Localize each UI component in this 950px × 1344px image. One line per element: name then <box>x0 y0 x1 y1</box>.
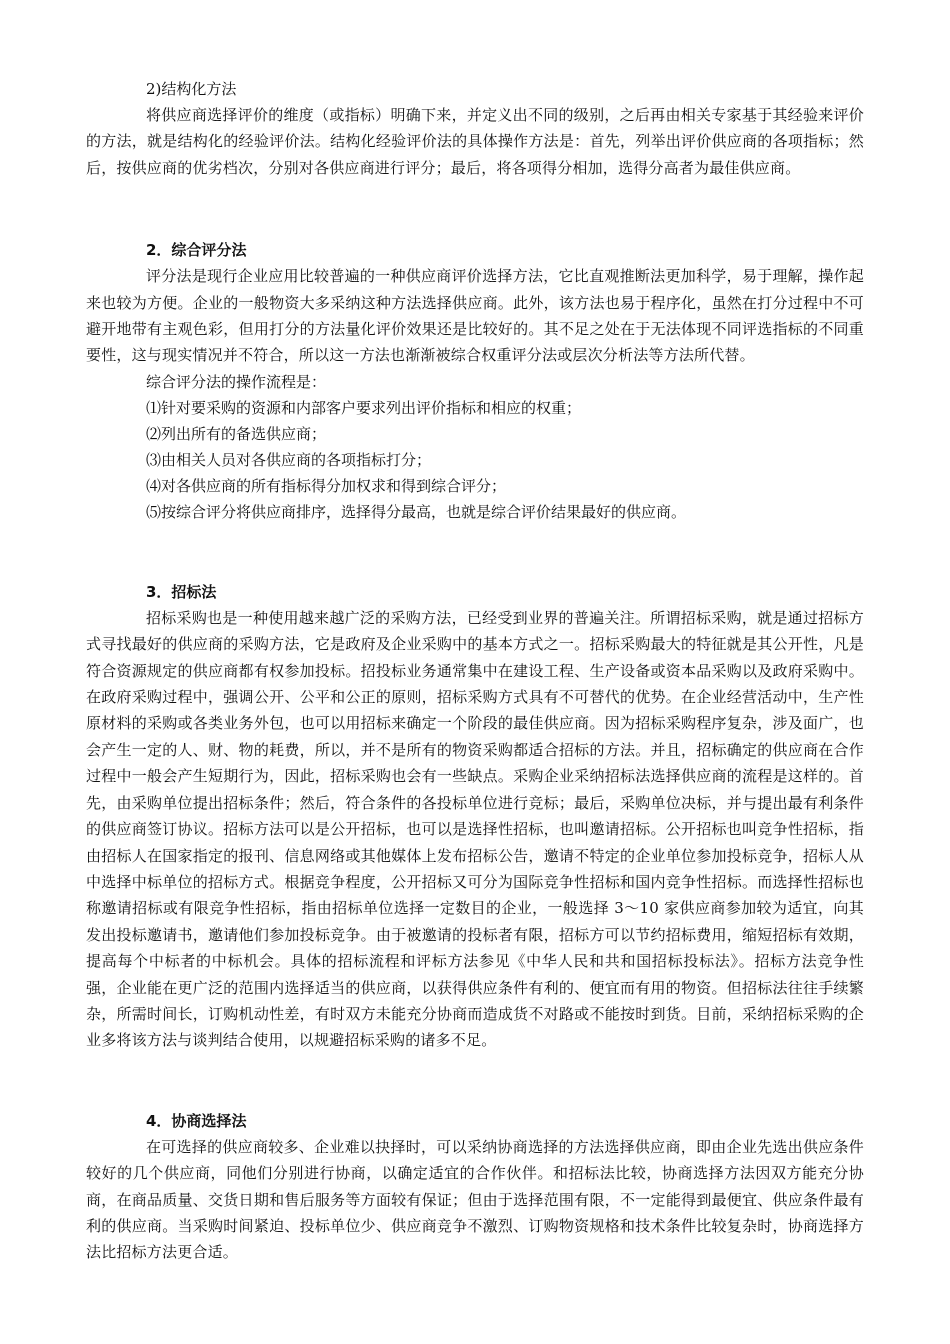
steps-intro: 综合评分法的操作流程是： <box>146 372 327 391</box>
step-item: ⑸按综合评分将供应商排序，选择得分最高，也就是综合评价结果最好的供应商。 <box>146 502 687 521</box>
section-spacer <box>86 181 864 237</box>
heading-tender-method: 3．招标法 <box>146 582 217 601</box>
step-item: ⑴针对要采购的资源和内部客户要求列出评价指标和相应的权重； <box>146 398 582 417</box>
section-spacer <box>86 525 864 579</box>
paragraph-negotiation-method: 在可选择的供应商较多、企业难以抉择时，可以采纳协商选择的方法选择供应商，即由企业先选出供应条件较好的几个供应商，同他们分别进行协商，以确定适宜的合作伙伴。和招标法比较，协商选择方法因双方能充分协商，在商品质量、交货日期和售后服务等方面较有保证；但由于选择范围有限，不一定能得到最便宜、供应条件最有利的供应商。当采购时间紧迫、投标单位少、供应商竞争不激烈、订购物资规格和技术条件比较复杂时，协商选择方法比招标方法更合适。 <box>86 1137 864 1262</box>
paragraph-comprehensive-scoring: 评分法是现行企业应用比较普遍的一种供应商评价选择方法，它比直观推断法更加科学，易于理解，操作起来也较为方便。企业的一般物资大多采纳这种方法选择供应商。此外，该方法也易于程序化，虽然在打分过程中不可避开地带有主观色彩，但用打分的方法量化评价效果还是比较好的。其不足之处在于无法体现不同评选指标的不同重要性，这与现实情况并不符合，所以这一方法也渐渐被综合权重评分法或层次分析法等方法所代替。 <box>86 267 864 365</box>
subheading-structured-method: 2)结构化方法 <box>146 80 237 98</box>
step-item: ⑷对各供应商的所有指标得分加权求和得到综合评分； <box>146 476 507 495</box>
paragraph-structured-method: 将供应商选择评价的维度（或指标）明确下来，并定义出不同的级别，之后再由相关专家基于其经验来评价的方法，就是结构化的经验评价法。结构化经验评价法的具体操作方法是：首先，列举出评价供应商的各项指标；然后，按供应商的优劣档次，分别对各供应商进行评分；最后，将各项得分相加，选得分高者为最佳供应商。 <box>86 106 864 177</box>
step-item: ⑵列出所有的备选供应商； <box>146 424 327 443</box>
paragraph-tender-method: 招标采购也是一种使用越来越广泛的采购方法，已经受到业界的普遍关注。所谓招标采购，就是通过招标方式寻找最好的供应商的采购方法，它是政府及企业采购中的基本方式之一。招标采购最大的特征就是其公开性，凡是符合资源规定的供应商都有权参加投标。招投标业务通常集中在建设工程、生产设备或资本品采购以及政府采购中。在政府采购过程中，强调公开、公平和公正的原则，招标采购方式具有不可替代的优势。在企业经营活动中，生产性原材料的采购或各类业务外包，也可以用招标来确定一个阶段的最佳供应商。因为招标采购程序复杂，涉及面广，也会产生一定的人、财、物的耗费，所以，并不是所有的物资采购都适合招标的方法。并且，招标确定的供应商在合作过程中一般会产生短期行为，因此，招标采购也会有一些缺点。采购企业采纳招标法选择供应商的流程是这样的。首先，由采购单位提出招标条件；然后，符合条件的各投标单位进行竞标；最后，采购单位决标，并与提出最有利条件的供应商签订协议。招标方法可以是公开招标，也可以是选择性招标，也叫邀请招标。公开招标也叫竞争性招标，指由招标人在国家指定的报刊、信息网络或其他媒体上发布招标公告，邀请不特定的企业单位参加投标竞争，招标人从中选择中标单位的招标方式。根据竞争程度，公开招标又可分为国际竞争性招标和国内竞争性招标。而选择性招标也称邀请招标或有限竞争性招标，指由招标单位选择一定数目的企业，一般选择 3～10 家供应商参加较为适宜，向其发出投标邀请书，邀请他们参加投标竞争。由于被邀请的投标者有限，招标方可以节约招标费用，缩短招标有效期，提高每个中标者的中标机会。具体的招标流程和评标方法参见《中华人民和共和国招标投标法》。招标方法竞争性强，企业能在更广泛的范围内选择适当的供应商，以获得供应条件有利的、便宜而有用的物资。但招标法往往手续繁杂，所需时间长，订购机动性差，有时双方未能充分协商而造成货不对路或不能按时到货。目前，采纳招标采购的企业多将该方法与谈判结合使用，以规避招标采购的诸多不足。 <box>86 608 864 1050</box>
heading-comprehensive-scoring: 2．综合评分法 <box>146 241 247 260</box>
heading-negotiation-method: 4．协商选择法 <box>146 1111 247 1130</box>
step-item: ⑶由相关人员对各供应商的各项指标打分； <box>146 450 432 469</box>
section-spacer <box>86 1054 864 1108</box>
